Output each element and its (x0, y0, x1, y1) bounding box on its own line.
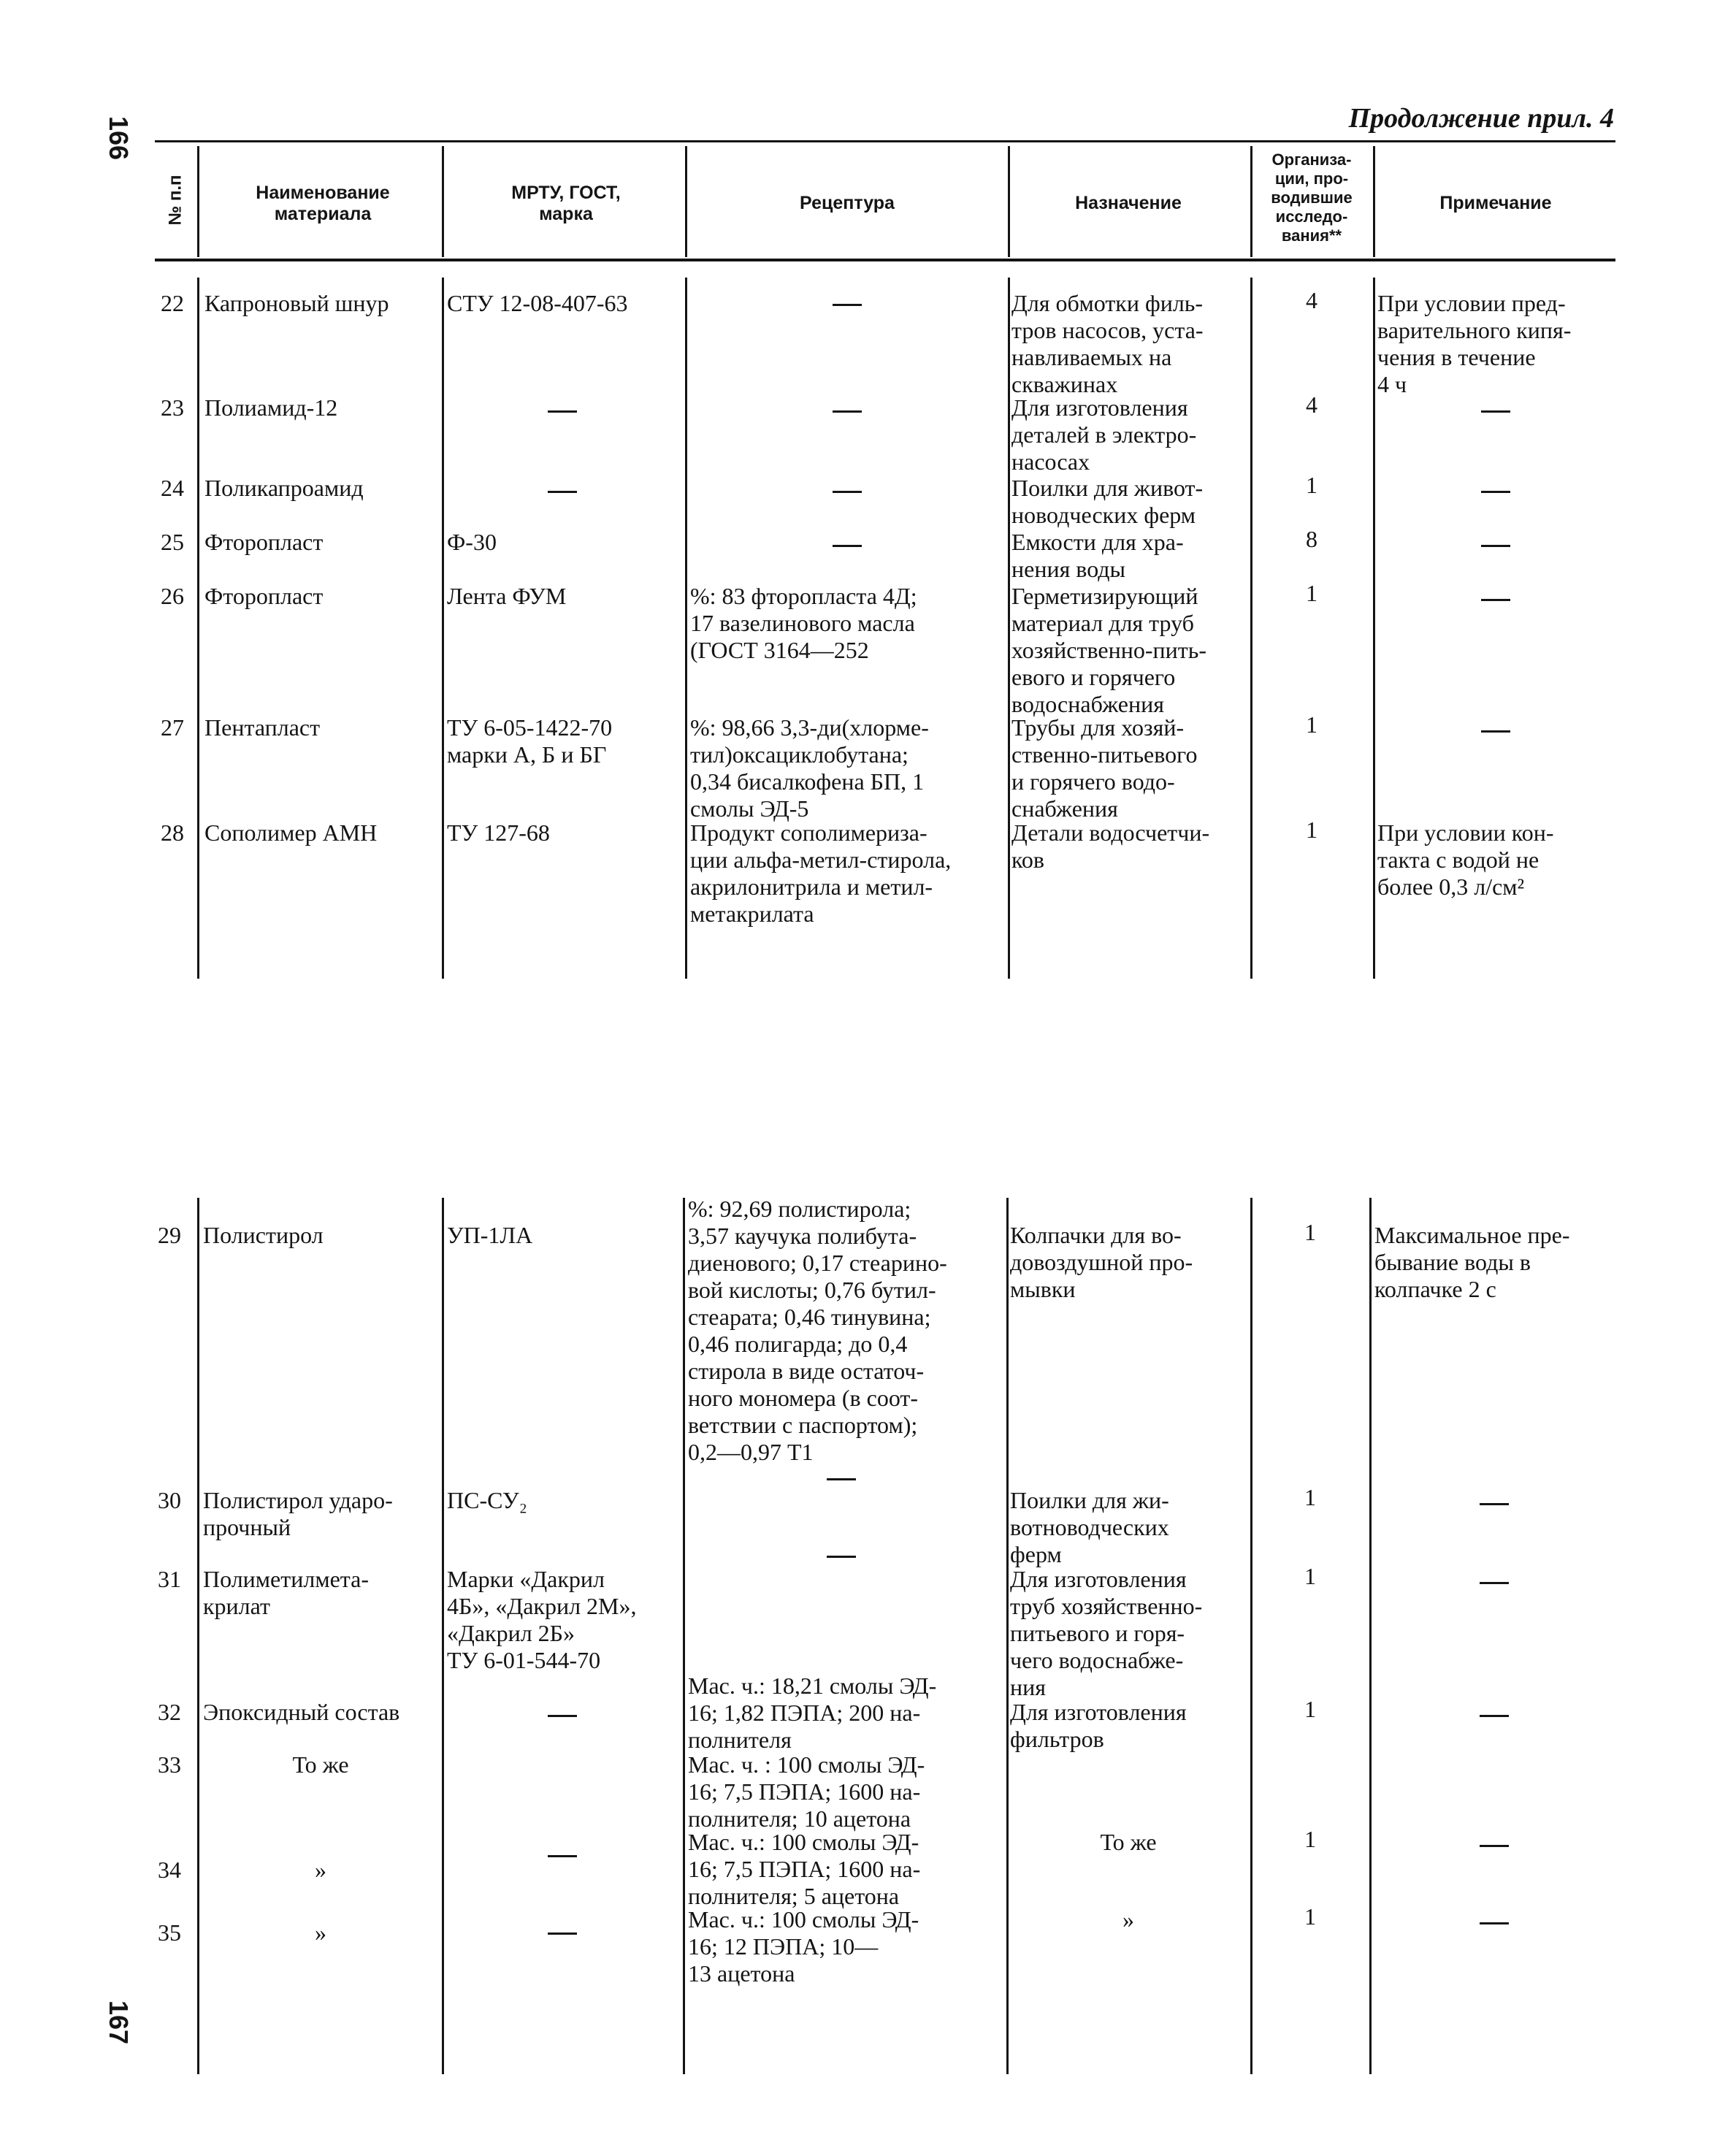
organization-ref: 1 (1306, 711, 1317, 738)
recipe: %: 92,69 полистирола; 3,57 каучука полибута- диенового; 0,17 стеарино- вой кислоты; 0,76 бутил- стеарата; 0,46 тинувина; 0,46 полигарда; до 0,4 стирола в виде остаточ- ного мономера (в соот- ветствии с паспортом); 0,2—0,97 Т1 (688, 1196, 947, 1465)
header-divider (1250, 146, 1252, 257)
row-number: 32 (158, 1699, 181, 1725)
row-number: 27 (161, 714, 184, 741)
header-purpose: Назначение (1075, 193, 1182, 213)
standard: ПС-СУ₂ (447, 1487, 527, 1513)
organization-ref: 1 (1304, 1903, 1316, 1930)
note-dash (1480, 1922, 1509, 1924)
standard-dash (548, 1715, 577, 1717)
recipe: Мас. ч.: 100 смолы ЭД- 16; 12 ПЭПА; 10— 13 ацетона (688, 1906, 919, 1987)
organization-ref: 1 (1304, 1696, 1316, 1722)
organization-ref: 1 (1304, 1826, 1316, 1852)
recipe: %: 83 фторопласта 4Д; 17 вазелинового масла (ГОСТ 3164—252 (690, 583, 917, 663)
column-divider (1250, 278, 1252, 979)
header-bottom-rule (155, 259, 1615, 261)
standard: Марки «Дакрил 4Б», «Дакрил 2М», «Дакрил 2Б» ТУ 6-01-544-70 (447, 1566, 637, 1673)
note-dash (1480, 1845, 1509, 1847)
column-divider (683, 1198, 685, 2074)
note-dash (1481, 599, 1510, 601)
header-standard: МРТУ, ГОСТ, марка (511, 183, 621, 224)
organization-ref: 1 (1304, 1484, 1316, 1510)
header-divider (197, 146, 199, 257)
organization-ref: 1 (1306, 472, 1317, 498)
material-name: Сополимер АМН (204, 819, 378, 846)
standard-dash (548, 1933, 577, 1935)
material-name: Полиамид-12 (204, 394, 338, 421)
purpose: Герметизирующий материал для труб хозяйственно-пить- евого и горячего водоснабжения (1011, 583, 1206, 717)
column-divider (197, 278, 199, 979)
recipe: Продукт сополимериза- ции альфа-метил-стирола, акрилонитрила и метил- метакрилата (690, 819, 952, 927)
page-number-bottom: 167 (104, 2000, 134, 2045)
header-recipe: Рецептура (800, 193, 895, 213)
organization-ref: 1 (1306, 580, 1317, 606)
purpose: Для изготовления деталей в электро- насосах (1011, 394, 1197, 475)
note-dash (1481, 410, 1510, 413)
column-divider (442, 1198, 444, 2074)
material-name: Эпоксидный состав (203, 1699, 400, 1725)
column-divider (1373, 278, 1375, 979)
recipe-dash (833, 491, 862, 493)
organization-ref: 1 (1306, 817, 1317, 843)
header-material-name: Наименование материала (256, 183, 390, 224)
row-number: 28 (161, 819, 184, 846)
material-name: » (315, 1857, 326, 1883)
page-number-top: 166 (104, 115, 134, 161)
column-divider (1006, 1198, 1009, 2074)
material-name: Полистирол (203, 1222, 324, 1248)
header-note: Примечание (1439, 193, 1552, 213)
row-number: 30 (158, 1487, 181, 1513)
organization-ref: 1 (1304, 1219, 1316, 1245)
material-name: Полистирол ударо- прочный (203, 1487, 393, 1540)
organization-ref: 4 (1306, 391, 1317, 418)
column-divider (1250, 1198, 1252, 2074)
row-number: 33 (158, 1751, 181, 1778)
row-number: 23 (161, 394, 184, 421)
note-dash (1481, 545, 1510, 547)
material-name: Полиметилмета- крилат (203, 1566, 369, 1619)
note-dash (1480, 1503, 1509, 1505)
purpose: Поилки для жи- вотноводческих ферм (1010, 1487, 1169, 1567)
material-name: Поликапроамид (204, 475, 364, 501)
recipe: Мас. ч.: 18,21 смолы ЭД- 16; 1,82 ПЭПА; 200 на- полнителя (688, 1673, 937, 1753)
column-divider (685, 278, 687, 979)
note-dash (1481, 730, 1510, 733)
recipe-dash (827, 1478, 856, 1480)
column-divider (197, 1198, 199, 2074)
standard: ТУ 6-05-1422-70 марки А, Б и БГ (447, 714, 613, 768)
standard: УП-1ЛА (447, 1222, 533, 1248)
note: Максимальное пре- бывание воды в колпачке 2 с (1374, 1222, 1570, 1302)
purpose: Трубы для хозяй- ственно-питьевого и горячего водо- снабжения (1011, 714, 1198, 822)
purpose: То же (1100, 1829, 1157, 1855)
organization-ref: 4 (1306, 287, 1317, 313)
standard: СТУ 12-08-407-63 (447, 290, 628, 316)
header-top-rule (155, 140, 1615, 142)
row-number: 34 (158, 1857, 181, 1883)
note-dash (1480, 1715, 1509, 1717)
purpose: Емкости для хра- нения воды (1011, 529, 1184, 582)
material-name: » (315, 1919, 326, 1946)
standard-dash (548, 1855, 577, 1857)
recipe: Мас. ч. : 100 смолы ЭД- 16; 7,5 ПЭПА; 1600 на- полнителя; 10 ацетона (688, 1751, 925, 1832)
material-name: Капроновый шнур (204, 290, 389, 316)
continuation-label: Продолжение прил. 4 (1348, 103, 1614, 134)
standard-dash (548, 410, 577, 413)
purpose: Детали водосчетчи- ков (1011, 819, 1210, 873)
note: При условии кон- такта с водой не более 0,3 л/см² (1377, 819, 1554, 900)
header-divider (1373, 146, 1375, 257)
recipe-dash (827, 1556, 856, 1558)
note: При условии пред- варительного кипя- чения в течение 4 ч (1377, 290, 1572, 397)
row-number: 25 (161, 529, 184, 555)
material-name: То же (292, 1751, 349, 1778)
header-divider (685, 146, 687, 257)
recipe: %: 98,66 3,3-ди(хлорме- тил)оксациклобутана; 0,34 бисалкофена БП, 1 смолы ЭД-5 (690, 714, 929, 822)
material-name: Пентапласт (204, 714, 321, 741)
purpose: Для изготовления фильтров (1010, 1699, 1187, 1752)
standard-dash (548, 491, 577, 493)
standard: Ф-30 (447, 529, 497, 555)
column-divider (1008, 278, 1010, 979)
row-number: 22 (161, 290, 184, 316)
column-divider (442, 278, 444, 979)
standard: Лента ФУМ (447, 583, 567, 609)
recipe-dash (833, 304, 862, 306)
recipe-dash (833, 545, 862, 547)
column-divider (1369, 1198, 1372, 2074)
purpose: Для обмотки филь- тров насосов, уста- навливаемых на скважинах (1011, 290, 1204, 397)
standard: ТУ 127-68 (447, 819, 550, 846)
organization-ref: 1 (1304, 1563, 1316, 1589)
note-dash (1480, 1582, 1509, 1584)
header-number: № п.п (165, 175, 185, 226)
material-name: Фторопласт (204, 529, 324, 555)
header-organizations: Организа- ции, про- водившие исследо- вания** (1271, 150, 1353, 245)
recipe-dash (833, 410, 862, 413)
row-number: 26 (161, 583, 184, 609)
purpose: Поилки для живот- новодческих ферм (1011, 475, 1204, 528)
purpose: » (1122, 1906, 1134, 1933)
row-number: 24 (161, 475, 184, 501)
note-dash (1481, 491, 1510, 493)
recipe: Мас. ч.: 100 смолы ЭД- 16; 7,5 ПЭПА; 1600 на- полнителя; 5 ацетона (688, 1829, 921, 1909)
organization-ref: 8 (1306, 526, 1317, 552)
material-name: Фторопласт (204, 583, 324, 609)
row-number: 31 (158, 1566, 181, 1592)
header-divider (1008, 146, 1010, 257)
row-number: 29 (158, 1222, 181, 1248)
purpose: Колпачки для во- довоздушной про- мывки (1010, 1222, 1193, 1302)
row-number: 35 (158, 1919, 181, 1946)
purpose: Для изготовления труб хозяйственно- питьевого и горя- чего водоснабже- ния (1010, 1566, 1203, 1700)
header-divider (442, 146, 444, 257)
